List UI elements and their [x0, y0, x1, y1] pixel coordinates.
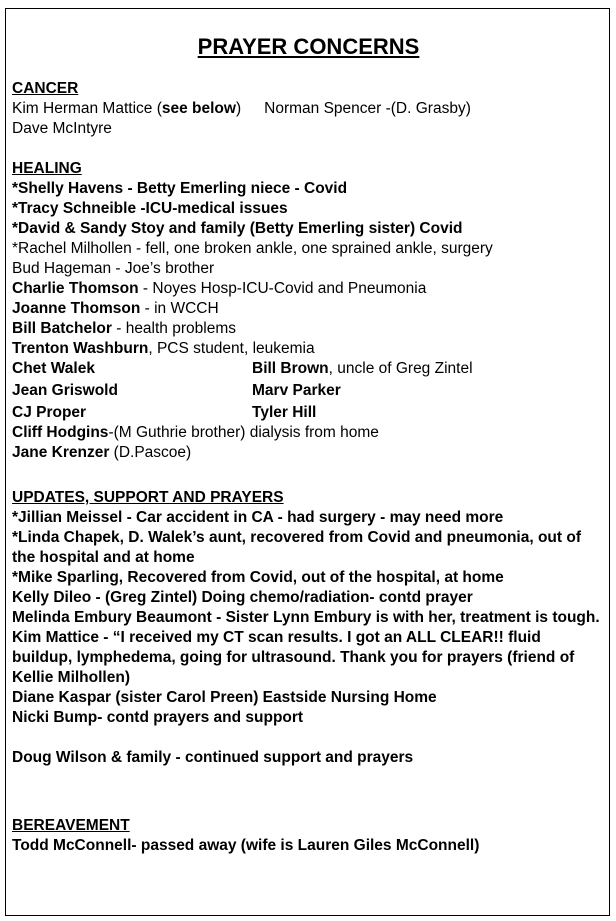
bereavement-section	[12, 816, 602, 856]
healing-name: Jane Krenzer	[12, 444, 110, 461]
healing-pair-right	[252, 359, 592, 379]
healing-detail: , PCS student, leukemia	[148, 340, 315, 357]
healing-item: *David & Sandy Stoy and family (Betty Emerling sister) Covid	[12, 220, 463, 237]
healing-pair-left: Chet Walek	[12, 360, 95, 377]
cancer-name-1: Kim Herman Mattice (	[12, 100, 162, 117]
healing-name: Trenton Washburn	[12, 340, 149, 357]
healing-section	[12, 159, 602, 463]
healing-name: Cliff Hodgins	[12, 424, 109, 441]
healing-two-column-list	[12, 359, 602, 423]
healing-item: *Rachel Milhollen - fell, one broken ankle, one sprained ankle, surgery	[12, 240, 493, 257]
healing-item: *Shelly Havens - Betty Emerling niece - Covid	[12, 180, 348, 197]
update-item: *Mike Sparling, Recovered from Covid, out of the hospital, at home	[12, 569, 504, 586]
cancer-heading: CANCER	[12, 80, 79, 97]
healing-item: *Tracy Schneible -ICU-medical issues	[12, 200, 288, 217]
updates-heading: UPDATES, SUPPORT AND PRAYERS	[12, 489, 284, 506]
update-item: *Linda Chapek, D. Walek’s aunt, recovered from Covid and pneumonia, out of the hospital and at home	[12, 529, 581, 566]
updates-section	[12, 488, 602, 768]
healing-name: Bill Batchelor	[12, 320, 112, 337]
see-below-note: see below	[161, 100, 236, 117]
healing-item: Bud Hageman - Joe’s brother	[12, 260, 215, 277]
healing-detail: (D.Pascoe)	[109, 444, 192, 461]
cancer-line-1	[12, 99, 602, 119]
healing-name: Tyler Hill	[252, 404, 317, 421]
healing-name: Joanne Thomson	[12, 300, 141, 317]
healing-item	[12, 339, 602, 359]
cancer-name-2: Norman Spencer -(D. Grasby)	[264, 100, 471, 117]
cancer-line-2: Dave McIntyre	[12, 120, 112, 137]
healing-name: Bill Brown	[252, 360, 329, 377]
bereavement-item: Todd McConnell- passed away (wife is Lauren Giles McConnell)	[12, 837, 480, 854]
healing-heading: HEALING	[12, 160, 82, 177]
update-item: Nicki Bump- contd prayers and support	[12, 709, 304, 726]
healing-item	[12, 299, 602, 319]
update-item: Kelly Dileo - (Greg Zintel) Doing chemo/radiation- contd prayer	[12, 589, 473, 606]
healing-item	[12, 319, 602, 339]
cancer-name-1-close: )	[235, 100, 242, 117]
healing-pair-right	[252, 381, 592, 401]
healing-pair-left: Jean Griswold	[12, 382, 118, 399]
healing-item	[12, 423, 602, 443]
healing-detail: - health problems	[111, 320, 236, 337]
healing-detail: - Noyes Hosp-ICU-Covid and Pneumonia	[138, 280, 427, 297]
healing-name: Charlie Thomson	[12, 280, 139, 297]
update-item: Melinda Embury Beaumont - Sister Lynn Embury is with her, treatment is tough.	[12, 609, 600, 626]
update-item: Doug Wilson & family - continued support and prayers	[12, 749, 414, 766]
healing-detail: -(M Guthrie brother) dialysis from home	[108, 424, 379, 441]
page-title: PRAYER CONCERNS	[197, 34, 420, 59]
healing-item	[12, 443, 602, 463]
bereavement-heading: BEREAVEMENT	[12, 817, 130, 834]
bulletin-page	[5, 8, 610, 916]
healing-pair-left: CJ Proper	[12, 404, 87, 421]
cancer-section	[12, 79, 602, 139]
healing-detail: - in WCCH	[140, 300, 219, 317]
healing-detail: , uncle of Greg Zintel	[328, 360, 473, 377]
healing-name: Marv Parker	[252, 382, 341, 399]
healing-item	[12, 279, 602, 299]
update-item: Diane Kaspar (sister Carol Preen) Eastside Nursing Home	[12, 689, 437, 706]
healing-pair-right	[252, 403, 592, 423]
update-item: Kim Mattice - “I received my CT scan results. I got an ALL CLEAR!! fluid buildup, lymphedema, going for ultrasound. Thank you for prayers (friend of Kellie Milhollen)	[12, 629, 575, 686]
update-item: *Jillian Meissel - Car accident in CA - had surgery - may need more	[12, 509, 504, 526]
